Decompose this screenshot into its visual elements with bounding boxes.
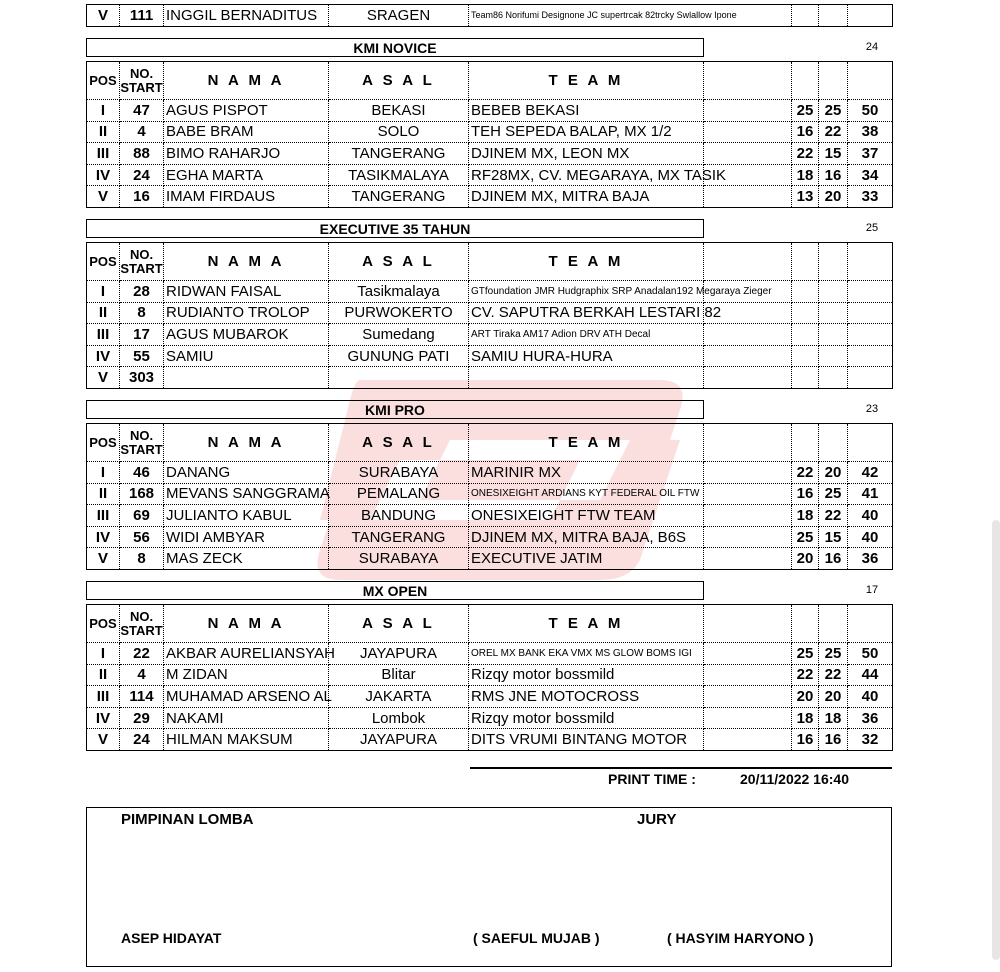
asal-cell: SURABAYA: [329, 548, 469, 570]
section-count: 23: [865, 403, 879, 415]
blank-cell: [704, 707, 792, 729]
header-blank-1: [704, 243, 792, 281]
no-start-cell: 56: [120, 526, 164, 548]
score2-cell: 16: [819, 548, 848, 570]
nama-cell: AGUS PISPOT: [164, 100, 329, 122]
pos-cell: IV: [87, 345, 120, 367]
pos-cell: II: [87, 664, 120, 686]
no-start-cell: 8: [120, 548, 164, 570]
total-cell: 40: [848, 505, 893, 527]
table-row: [87, 707, 893, 729]
nama-cell: SAMIU: [164, 345, 329, 367]
pos-cell: I: [87, 281, 120, 303]
section-count: 24: [865, 41, 879, 53]
header-team: T E A M: [469, 424, 704, 462]
total-cell: 36: [848, 548, 893, 570]
header-blank-4: [848, 62, 893, 100]
team-cell: ONESIXEIGHT ARDIANS KYT FEDERAL OIL FTW: [469, 483, 704, 505]
score2-cell: 25: [819, 643, 848, 665]
blank-cell: [704, 686, 792, 708]
blank-cell: [704, 729, 792, 751]
team-cell: RMS JNE MOTOCROSS: [469, 686, 704, 708]
header-blank-1: [704, 62, 792, 100]
table-header-row: [87, 424, 893, 462]
pos-cell: II: [87, 302, 120, 324]
header-pos: POS: [87, 605, 120, 643]
table-row: [87, 729, 893, 751]
total-cell: [848, 367, 893, 389]
blank-cell: [704, 664, 792, 686]
blank-cell: [704, 100, 792, 122]
scrollbar[interactable]: [992, 520, 1000, 960]
blank-cell: [704, 548, 792, 570]
score2-cell: 25: [819, 483, 848, 505]
asal-cell: GUNUNG PATI: [329, 345, 469, 367]
score2-cell: 22: [819, 505, 848, 527]
table-row: [87, 505, 893, 527]
team-cell: OREL MX BANK EKA VMX MS GLOW BOMS IGI: [469, 643, 704, 665]
table-header-row: [87, 62, 893, 100]
total-cell: 41: [848, 483, 893, 505]
nama-cell: AKBAR AURELIANSYAH: [164, 643, 329, 665]
header-asal: A S A L: [329, 62, 469, 100]
total-cell: [848, 5, 893, 27]
no-start-cell: 69: [120, 505, 164, 527]
total-cell: [848, 281, 893, 303]
score1-cell: [792, 281, 819, 303]
header-pos: POS: [87, 424, 120, 462]
score2-cell: 20: [819, 462, 848, 484]
header-team: T E A M: [469, 605, 704, 643]
blank-cell: [704, 643, 792, 665]
nama-cell: NAKAMI: [164, 707, 329, 729]
header-blank-2: [792, 243, 819, 281]
header-blank-1: [704, 605, 792, 643]
asal-cell: SRAGEN: [329, 5, 469, 27]
blank-cell: [704, 526, 792, 548]
asal-cell: Blitar: [329, 664, 469, 686]
score1-cell: [792, 345, 819, 367]
nama-cell: BABE BRAM: [164, 121, 329, 143]
blank-cell: [704, 505, 792, 527]
nama-cell: JULIANTO KABUL: [164, 505, 329, 527]
table-row: [87, 483, 893, 505]
table-row: [87, 164, 893, 186]
no-start-cell: 8: [120, 302, 164, 324]
pos-cell: II: [87, 121, 120, 143]
header-no-start: NO. START: [120, 424, 164, 462]
total-cell: 37: [848, 143, 893, 165]
table-row: [87, 324, 893, 346]
score2-cell: [819, 345, 848, 367]
pos-cell: III: [87, 505, 120, 527]
pos-cell: I: [87, 100, 120, 122]
nama-cell: RIDWAN FAISAL: [164, 281, 329, 303]
no-start-cell: 28: [120, 281, 164, 303]
pos-cell: IV: [87, 526, 120, 548]
score1-cell: 20: [792, 548, 819, 570]
team-cell: DJINEM MX, MITRA BAJA: [469, 186, 704, 208]
table-row: [87, 462, 893, 484]
blank-cell: [704, 367, 792, 389]
team-cell: [469, 367, 704, 389]
score1-cell: 16: [792, 729, 819, 751]
score1-cell: 25: [792, 526, 819, 548]
results-table: [86, 423, 893, 570]
results-table: [86, 604, 893, 751]
score2-cell: [819, 281, 848, 303]
team-cell: DJINEM MX, MITRA BAJA, B6S: [469, 526, 704, 548]
team-cell: Rizqy motor bossmild: [469, 707, 704, 729]
no-start-cell: 29: [120, 707, 164, 729]
no-start-cell: 47: [120, 100, 164, 122]
pos-cell: IV: [87, 164, 120, 186]
table-header-row: [87, 605, 893, 643]
score2-cell: 20: [819, 686, 848, 708]
score2-cell: [819, 324, 848, 346]
asal-cell: PURWOKERTO: [329, 302, 469, 324]
asal-cell: JAYAPURA: [329, 643, 469, 665]
score2-cell: 18: [819, 707, 848, 729]
score2-cell: 15: [819, 143, 848, 165]
score1-cell: 18: [792, 505, 819, 527]
header-blank-1: [704, 424, 792, 462]
score1-cell: [792, 5, 819, 27]
score2-cell: [819, 302, 848, 324]
pimpinan-name: ASEP HIDAYAT: [121, 930, 222, 946]
asal-cell: TANGERANG: [329, 526, 469, 548]
asal-cell: Lombok: [329, 707, 469, 729]
score1-cell: 25: [792, 643, 819, 665]
team-cell: GTfoundation JMR Hudgraphix SRP Anadalan192 Megaraya Zieger: [469, 281, 704, 303]
total-cell: 40: [848, 526, 893, 548]
print-divider: [470, 767, 892, 769]
asal-cell: BANDUNG: [329, 505, 469, 527]
total-cell: 40: [848, 686, 893, 708]
score2-cell: 22: [819, 121, 848, 143]
table-row: [87, 281, 893, 303]
pos-cell: V: [87, 367, 120, 389]
pos-cell: IV: [87, 707, 120, 729]
table-row: [87, 548, 893, 570]
team-cell: CV. SAPUTRA BERKAH LESTARI 82: [469, 302, 704, 324]
header-asal: A S A L: [329, 605, 469, 643]
table-header-row: [87, 243, 893, 281]
table-row: [87, 143, 893, 165]
nama-cell: M ZIDAN: [164, 664, 329, 686]
section-title: MX OPEN: [86, 581, 704, 600]
header-nama: N A M A: [164, 243, 329, 281]
header-nama: N A M A: [164, 62, 329, 100]
table-row: [87, 186, 893, 208]
score2-cell: [819, 367, 848, 389]
section-count: 25: [865, 222, 879, 234]
pos-cell: II: [87, 483, 120, 505]
team-cell: SAMIU HURA-HURA: [469, 345, 704, 367]
nama-cell: IMAM FIRDAUS: [164, 186, 329, 208]
score1-cell: 22: [792, 462, 819, 484]
no-start-cell: 22: [120, 643, 164, 665]
asal-cell: TANGERANG: [329, 186, 469, 208]
asal-cell: TANGERANG: [329, 143, 469, 165]
team-cell: BEBEB BEKASI: [469, 100, 704, 122]
header-blank-2: [792, 605, 819, 643]
no-start-cell: 4: [120, 121, 164, 143]
nama-cell: [164, 367, 329, 389]
total-cell: 36: [848, 707, 893, 729]
score2-cell: 16: [819, 729, 848, 751]
header-nama: N A M A: [164, 424, 329, 462]
total-cell: 50: [848, 100, 893, 122]
pos-cell: I: [87, 462, 120, 484]
nama-cell: RUDIANTO TROLOP: [164, 302, 329, 324]
nama-cell: INGGIL BERNADITUS: [164, 5, 329, 27]
score1-cell: 22: [792, 143, 819, 165]
total-cell: 42: [848, 462, 893, 484]
score2-cell: 20: [819, 186, 848, 208]
score1-cell: 25: [792, 100, 819, 122]
score2-cell: 25: [819, 100, 848, 122]
table-row: [87, 121, 893, 143]
no-start-cell: 24: [120, 164, 164, 186]
nama-cell: BIMO RAHARJO: [164, 143, 329, 165]
asal-cell: Sumedang: [329, 324, 469, 346]
table-row: [87, 5, 893, 27]
score1-cell: [792, 367, 819, 389]
score2-cell: 15: [819, 526, 848, 548]
section-title: KMI PRO: [86, 400, 704, 419]
score2-cell: 16: [819, 164, 848, 186]
asal-cell: BEKASI: [329, 100, 469, 122]
jury-title: JURY: [637, 811, 677, 828]
table-row: [87, 526, 893, 548]
table-row: [87, 302, 893, 324]
nama-cell: DANANG: [164, 462, 329, 484]
blank-cell: [704, 143, 792, 165]
score1-cell: 22: [792, 664, 819, 686]
asal-cell: PEMALANG: [329, 483, 469, 505]
no-start-cell: 4: [120, 664, 164, 686]
header-pos: POS: [87, 62, 120, 100]
pos-cell: III: [87, 324, 120, 346]
score1-cell: 18: [792, 707, 819, 729]
table-row: [87, 100, 893, 122]
header-pos: POS: [87, 243, 120, 281]
total-cell: 38: [848, 121, 893, 143]
asal-cell: SURABAYA: [329, 462, 469, 484]
header-blank-3: [819, 424, 848, 462]
section-title: EXECUTIVE 35 TAHUN: [86, 219, 704, 238]
total-cell: [848, 302, 893, 324]
asal-cell: Tasikmalaya: [329, 281, 469, 303]
no-start-cell: 24: [120, 729, 164, 751]
header-team: T E A M: [469, 243, 704, 281]
print-time-value: 20/11/2022 16:40: [740, 771, 849, 787]
header-asal: A S A L: [329, 424, 469, 462]
no-start-cell: 88: [120, 143, 164, 165]
section-title: KMI NOVICE: [86, 38, 704, 57]
total-cell: 32: [848, 729, 893, 751]
total-cell: 33: [848, 186, 893, 208]
header-no-start: NO. START: [120, 243, 164, 281]
header-no-start: NO. START: [120, 605, 164, 643]
table-row: [87, 664, 893, 686]
results-table: [86, 61, 893, 208]
no-start-cell: 303: [120, 367, 164, 389]
signature-box: [86, 807, 892, 967]
pos-cell: III: [87, 143, 120, 165]
blank-cell: [704, 121, 792, 143]
asal-cell: [329, 367, 469, 389]
header-blank-4: [848, 243, 893, 281]
no-start-cell: 17: [120, 324, 164, 346]
jury-name-1: ( SAEFUL MUJAB ): [473, 930, 600, 946]
team-cell: DITS VRUMI BINTANG MOTOR: [469, 729, 704, 751]
score1-cell: 18: [792, 164, 819, 186]
no-start-cell: 46: [120, 462, 164, 484]
total-cell: [848, 324, 893, 346]
total-cell: 50: [848, 643, 893, 665]
asal-cell: TASIKMALAYA: [329, 164, 469, 186]
team-cell: Team86 Norifumi Designone JC supertrcak 82trcky Swlallow Ipone: [469, 5, 792, 27]
no-start-cell: 111: [120, 5, 164, 27]
total-cell: 34: [848, 164, 893, 186]
score1-cell: [792, 324, 819, 346]
table-row: [87, 367, 893, 389]
table-row: [87, 686, 893, 708]
header-blank-3: [819, 243, 848, 281]
team-cell: DJINEM MX, LEON MX: [469, 143, 704, 165]
pos-cell: V: [87, 548, 120, 570]
team-cell: TEH SEPEDA BALAP, MX 1/2: [469, 121, 704, 143]
no-start-cell: 55: [120, 345, 164, 367]
asal-cell: JAYAPURA: [329, 729, 469, 751]
team-cell: MARINIR MX: [469, 462, 704, 484]
header-nama: N A M A: [164, 605, 329, 643]
section-count: 17: [865, 584, 879, 596]
nama-cell: WIDI AMBYAR: [164, 526, 329, 548]
header-blank-4: [848, 424, 893, 462]
nama-cell: MEVANS SANGGRAMA: [164, 483, 329, 505]
score1-cell: 13: [792, 186, 819, 208]
nama-cell: EGHA MARTA: [164, 164, 329, 186]
header-blank-3: [819, 605, 848, 643]
header-team: T E A M: [469, 62, 704, 100]
table-top-partial: [86, 4, 893, 27]
score1-cell: [792, 302, 819, 324]
nama-cell: MAS ZECK: [164, 548, 329, 570]
score1-cell: 16: [792, 121, 819, 143]
team-cell: Rizqy motor bossmild: [469, 664, 704, 686]
no-start-cell: 168: [120, 483, 164, 505]
blank-cell: [704, 345, 792, 367]
pos-cell: V: [87, 186, 120, 208]
no-start-cell: 16: [120, 186, 164, 208]
score2-cell: 22: [819, 664, 848, 686]
team-cell: ONESIXEIGHT FTW TEAM: [469, 505, 704, 527]
no-start-cell: 114: [120, 686, 164, 708]
score2-cell: [819, 5, 848, 27]
total-cell: 44: [848, 664, 893, 686]
jury-name-2: ( HASYIM HARYONO ): [667, 930, 814, 946]
blank-cell: [704, 186, 792, 208]
table-row: [87, 643, 893, 665]
table-row: [87, 345, 893, 367]
header-blank-2: [792, 424, 819, 462]
header-asal: A S A L: [329, 243, 469, 281]
header-no-start: NO. START: [120, 62, 164, 100]
pimpinan-title: PIMPINAN LOMBA: [121, 811, 254, 828]
asal-cell: JAKARTA: [329, 686, 469, 708]
results-table: [86, 242, 893, 389]
header-blank-4: [848, 605, 893, 643]
print-time-label: PRINT TIME :: [608, 771, 696, 787]
header-blank-3: [819, 62, 848, 100]
score1-cell: 16: [792, 483, 819, 505]
total-cell: [848, 345, 893, 367]
blank-cell: [704, 324, 792, 346]
pos-cell: I: [87, 643, 120, 665]
nama-cell: HILMAN MAKSUM: [164, 729, 329, 751]
pos-cell: III: [87, 686, 120, 708]
team-cell: EXECUTIVE JATIM: [469, 548, 704, 570]
blank-cell: [704, 462, 792, 484]
nama-cell: MUHAMAD ARSENO AL: [164, 686, 329, 708]
header-blank-2: [792, 62, 819, 100]
team-cell: RF28MX, CV. MEGARAYA, MX TASIK: [469, 164, 704, 186]
score1-cell: 20: [792, 686, 819, 708]
pos-cell: V: [87, 729, 120, 751]
nama-cell: AGUS MUBAROK: [164, 324, 329, 346]
blank-cell: [704, 483, 792, 505]
pos-cell: V: [87, 5, 120, 27]
team-cell: ART Tiraka AM17 Adion DRV ATH Decal: [469, 324, 704, 346]
asal-cell: SOLO: [329, 121, 469, 143]
